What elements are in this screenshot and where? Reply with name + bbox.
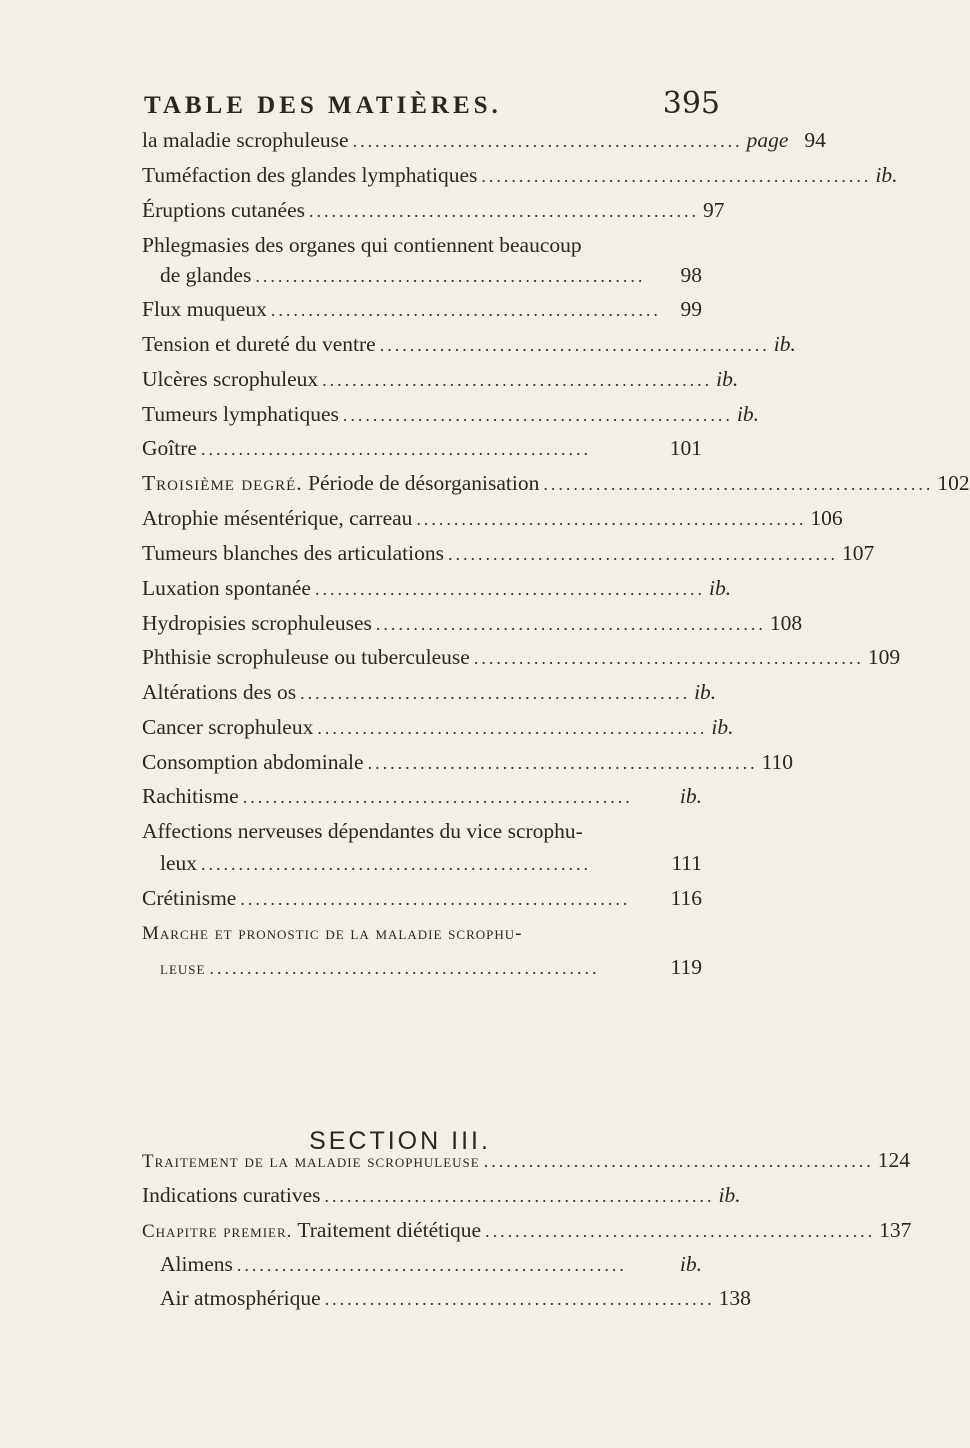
section-heading: SECTION III. xyxy=(309,1127,491,1155)
leader-dots: .................................................... xyxy=(367,753,758,773)
toc-entry: Crétinisme .................................................... 116 xyxy=(142,886,702,910)
toc-entry: la maladie scrophuleuse .................................................... page 94 xyxy=(142,128,826,152)
leader-dots: .................................................... xyxy=(342,405,733,425)
toc-entry: Luxation spontanée .................................................... ib. xyxy=(142,576,732,600)
toc-entry: Traitement de la maladie scrophuleuse .................................................... 124 xyxy=(142,1148,910,1172)
leader-dots: .................................................... xyxy=(255,266,646,286)
leader-dots: .................................................... xyxy=(314,579,705,599)
page-number: 395 xyxy=(662,86,720,121)
toc-entry: Goître .................................................... 101 xyxy=(142,436,702,460)
toc-entry-line: Affections nerveuses dépendantes du vice scrophu- xyxy=(142,819,583,843)
leader-dots: .................................................... xyxy=(375,614,766,634)
leader-dots: .................................................... xyxy=(447,544,838,564)
toc-entry: de glandes .................................................... 98 xyxy=(160,263,702,287)
leader-dots: .................................................... xyxy=(309,201,699,221)
toc-entry: Éruptions cutanées .................................................... 97 xyxy=(142,198,725,222)
toc-entry: Atrophie mésentérique, carreau .................................................... 106 xyxy=(142,506,843,530)
leader-dots: .................................................... xyxy=(543,474,934,494)
toc-entry: Alimens .................................................... ib. xyxy=(160,1252,702,1276)
toc-entry: Phthisie scrophuleuse ou tuberculeuse .................................................... 109 xyxy=(142,645,901,669)
running-title: TABLE DES MATIÈRES. xyxy=(144,92,502,119)
leader-dots: .................................................... xyxy=(300,683,691,703)
page-header xyxy=(120,86,720,126)
toc-entry: Tuméfaction des glandes lymphatiques .................................................... ib. xyxy=(142,163,898,187)
toc-entry: Rachitisme .................................................... ib. xyxy=(142,784,702,808)
leader-dots: .................................................... xyxy=(352,131,743,151)
leader-dots: .................................................... xyxy=(379,335,770,355)
toc-entry: leux .................................................... 111 xyxy=(160,851,702,875)
leader-dots: .................................................... xyxy=(240,889,631,909)
leader-dots: .................................................... xyxy=(416,509,807,529)
leader-dots: .................................................... xyxy=(473,648,864,668)
toc-entry: Tumeurs lymphatiques .................................................... ib. xyxy=(142,402,760,426)
toc-entry: Chapitre premier. Traitement diététique .................................................... 137 xyxy=(142,1218,912,1242)
leader-dots: .................................................... xyxy=(242,787,633,807)
toc-entry: Altérations des os .................................................... ib. xyxy=(142,680,717,704)
leader-dots: .................................................... xyxy=(236,1255,627,1275)
toc-entry: Indications curatives .................................................... ib. xyxy=(142,1183,741,1207)
leader-dots: .................................................... xyxy=(200,439,591,459)
leader-dots: .................................................... xyxy=(209,958,600,978)
toc-entry: Cancer scrophuleux .................................................... ib. xyxy=(142,715,734,739)
leader-dots: .................................................... xyxy=(483,1151,874,1171)
leader-dots: .................................................... xyxy=(270,300,661,320)
toc-entry-line: Marche et pronostic de la maladie scrophu- xyxy=(142,923,523,944)
toc-entry: Flux muqueux .................................................... 99 xyxy=(142,297,702,321)
leader-dots: .................................................... xyxy=(485,1221,876,1241)
leader-dots: .................................................... xyxy=(201,854,592,874)
toc-entry: Tumeurs blanches des articulations .................................................... 107 xyxy=(142,541,875,565)
toc-entry: Air atmosphérique .................................................... 138 xyxy=(160,1286,751,1310)
toc-entry: leuse .................................................... 119 xyxy=(160,955,702,979)
leader-dots: .................................................... xyxy=(317,718,708,738)
leader-dots: .................................................... xyxy=(324,1289,715,1309)
toc-entry: Consomption abdominale .................................................... 110 xyxy=(142,750,794,774)
leader-dots: .................................................... xyxy=(324,1186,715,1206)
toc-entry: Tension et dureté du ventre .................................................... ib. xyxy=(142,332,796,356)
toc-entry: Hydropisies scrophuleuses .................................................... 108 xyxy=(142,611,803,635)
leader-dots: .................................................... xyxy=(481,166,872,186)
toc-entry: Troisième degré. Période de désorganisation .................................................... 102 xyxy=(142,471,970,495)
leader-dots: .................................................... xyxy=(322,370,713,390)
toc-entry-line: Phlegmasies des organes qui contiennent beaucoup xyxy=(142,233,582,257)
toc-entry: Ulcères scrophuleux .................................................... ib. xyxy=(142,367,739,391)
